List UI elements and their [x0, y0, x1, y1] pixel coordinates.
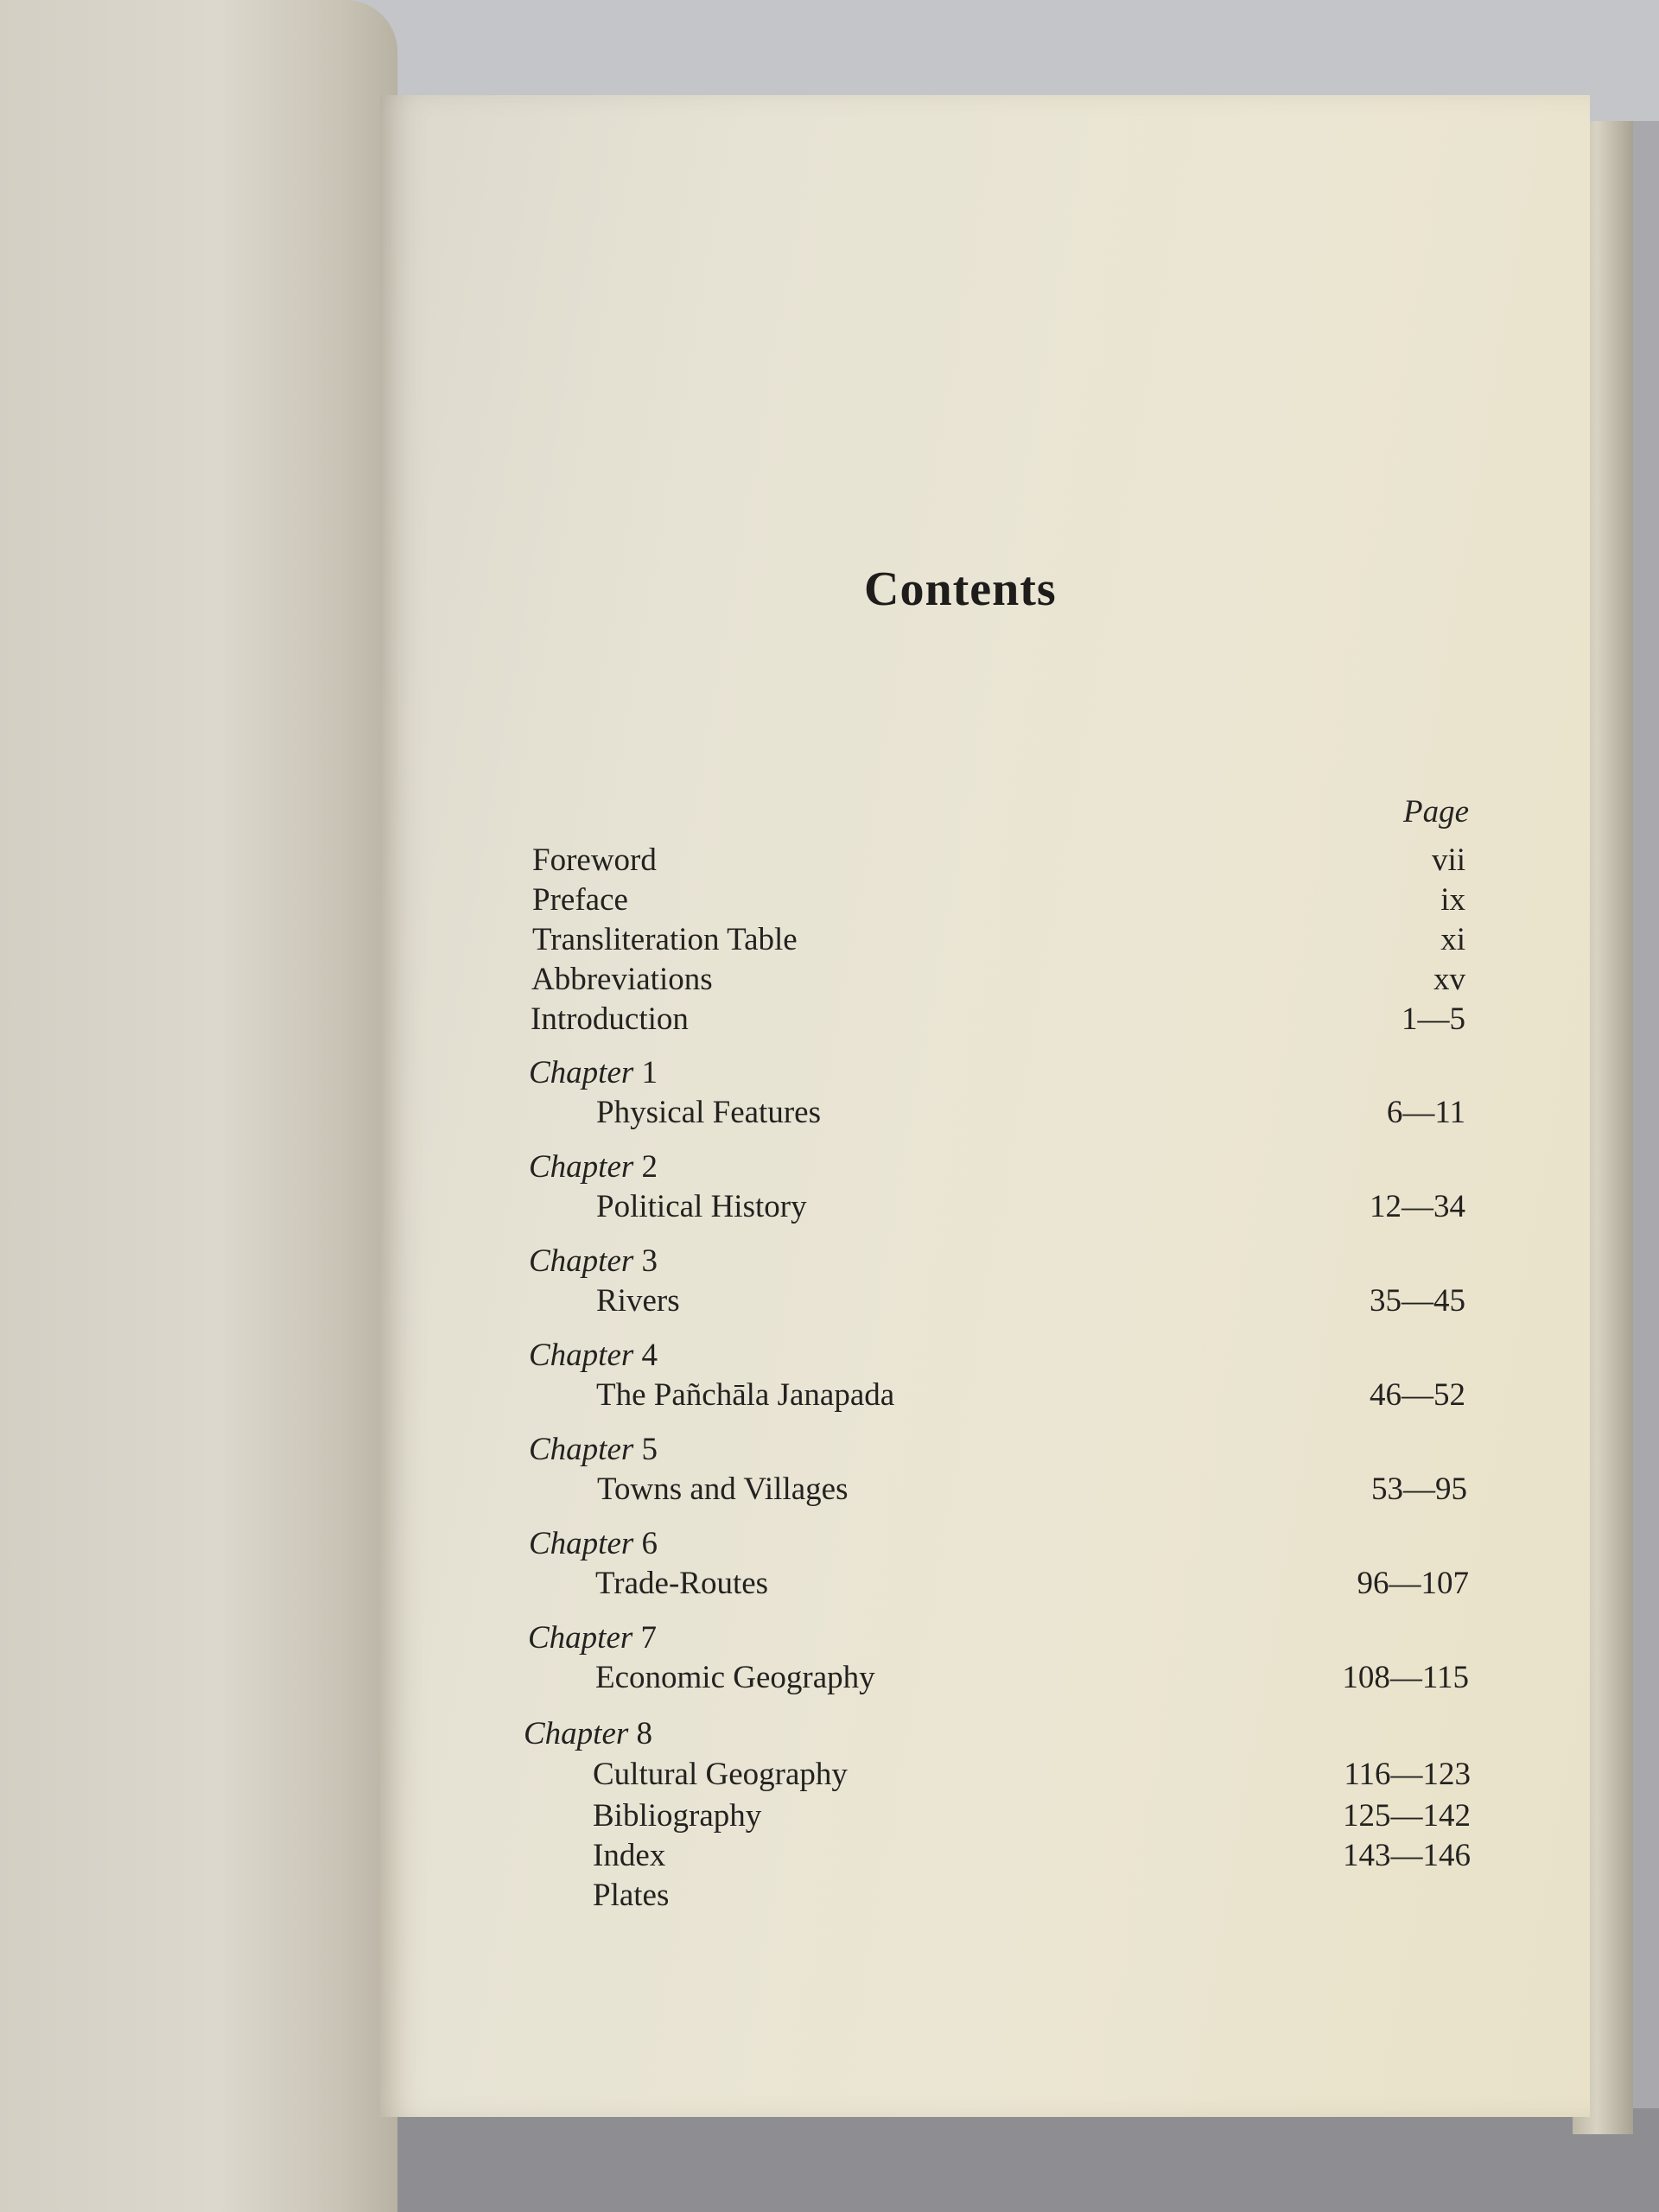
entry-page: 53—95 [1371, 1471, 1467, 1507]
entry-label: Transliteration Table [532, 922, 798, 957]
toc-entry-chapter-3 [529, 1281, 1465, 1322]
chapter-number: 8 [636, 1716, 653, 1751]
chapter-number: 4 [641, 1338, 658, 1373]
entry-label: Bibliography [593, 1798, 762, 1834]
entry-label: Introduction [531, 1001, 689, 1037]
chapter-heading-2 [529, 1147, 788, 1188]
chapter-heading-4 [529, 1335, 788, 1376]
entry-label: Political History [596, 1189, 807, 1224]
entry-label: Abbreviations [531, 962, 713, 997]
entry-label: Trade-Routes [595, 1566, 769, 1601]
entry-page: 46—52 [1370, 1377, 1465, 1413]
page-column-heading: Page [1402, 794, 1469, 830]
entry-label: Preface [532, 882, 628, 918]
toc-entry-chapter-5 [529, 1469, 1467, 1510]
toc-entry-chapter-6 [529, 1563, 1469, 1605]
entry-page: 96—107 [1357, 1566, 1469, 1601]
toc-entry-introduction [531, 999, 1465, 1040]
chapter-word: Chapter [529, 1338, 634, 1373]
chapter-word: Chapter [528, 1620, 633, 1656]
chapter-heading-1 [529, 1052, 788, 1094]
page-title: Contents [864, 563, 1057, 616]
chapter-heading-8 [524, 1713, 783, 1755]
entry-page: 1—5 [1402, 1001, 1465, 1037]
entry-label: Towns and Villages [597, 1471, 849, 1507]
chapter-heading-5 [529, 1429, 788, 1471]
entry-page: 35—45 [1370, 1283, 1465, 1319]
toc-entry-chapter-7 [528, 1657, 1469, 1699]
entry-page: 6—11 [1386, 1095, 1465, 1130]
entry-label: Index [593, 1838, 666, 1873]
toc-entry-plates [593, 1875, 1471, 1916]
entry-page: xv [1433, 962, 1465, 997]
chapter-heading-6 [529, 1523, 788, 1565]
entry-label: The Pañchāla Janapada [596, 1377, 895, 1413]
entry-page: 108—115 [1342, 1660, 1469, 1695]
chapter-word: Chapter [529, 1149, 634, 1185]
entry-page: xi [1440, 922, 1465, 957]
entry-label: Plates [593, 1878, 670, 1913]
toc-entry-chapter-1 [529, 1092, 1465, 1134]
entry-page: ix [1440, 882, 1465, 918]
chapter-heading-3 [529, 1241, 788, 1282]
chapter-word: Chapter [529, 1432, 634, 1467]
background-bottom [328, 2108, 1659, 2212]
entry-page: 12—34 [1370, 1189, 1465, 1224]
chapter-number: 1 [641, 1055, 658, 1090]
entry-label: Economic Geography [595, 1660, 875, 1695]
chapter-word: Chapter [524, 1716, 629, 1751]
entry-page: 125—142 [1343, 1798, 1471, 1834]
entry-label: Physical Features [596, 1095, 821, 1130]
chapter-number: 2 [641, 1149, 658, 1185]
entry-page: 143—146 [1343, 1838, 1471, 1873]
entry-page: 116—123 [1344, 1757, 1471, 1792]
chapter-number: 7 [640, 1620, 658, 1656]
left-page [0, 0, 397, 2212]
toc-entry-preface [532, 880, 1465, 921]
toc-entry-chapter-4 [529, 1375, 1465, 1416]
chapter-word: Chapter [529, 1055, 634, 1090]
entry-label: Cultural Geography [593, 1757, 848, 1792]
chapter-number: 3 [641, 1243, 658, 1279]
toc-entry-transliteration-table [532, 919, 1465, 961]
chapter-number: 6 [641, 1526, 658, 1561]
chapter-word: Chapter [529, 1243, 634, 1279]
toc-entry-index [593, 1835, 1471, 1877]
chapter-number: 5 [641, 1432, 658, 1467]
entry-page: vii [1431, 842, 1465, 878]
toc-entry-foreword [532, 840, 1465, 881]
toc-entry-bibliography [593, 1796, 1471, 1837]
chapter-heading-7 [528, 1618, 787, 1659]
toc-entry-chapter-2 [529, 1186, 1465, 1228]
chapter-word: Chapter [529, 1526, 634, 1561]
entry-label: Rivers [596, 1283, 680, 1319]
toc-entry-abbreviations [531, 959, 1465, 1001]
toc-entry-chapter-8 [524, 1754, 1471, 1796]
entry-label: Foreword [532, 842, 657, 878]
